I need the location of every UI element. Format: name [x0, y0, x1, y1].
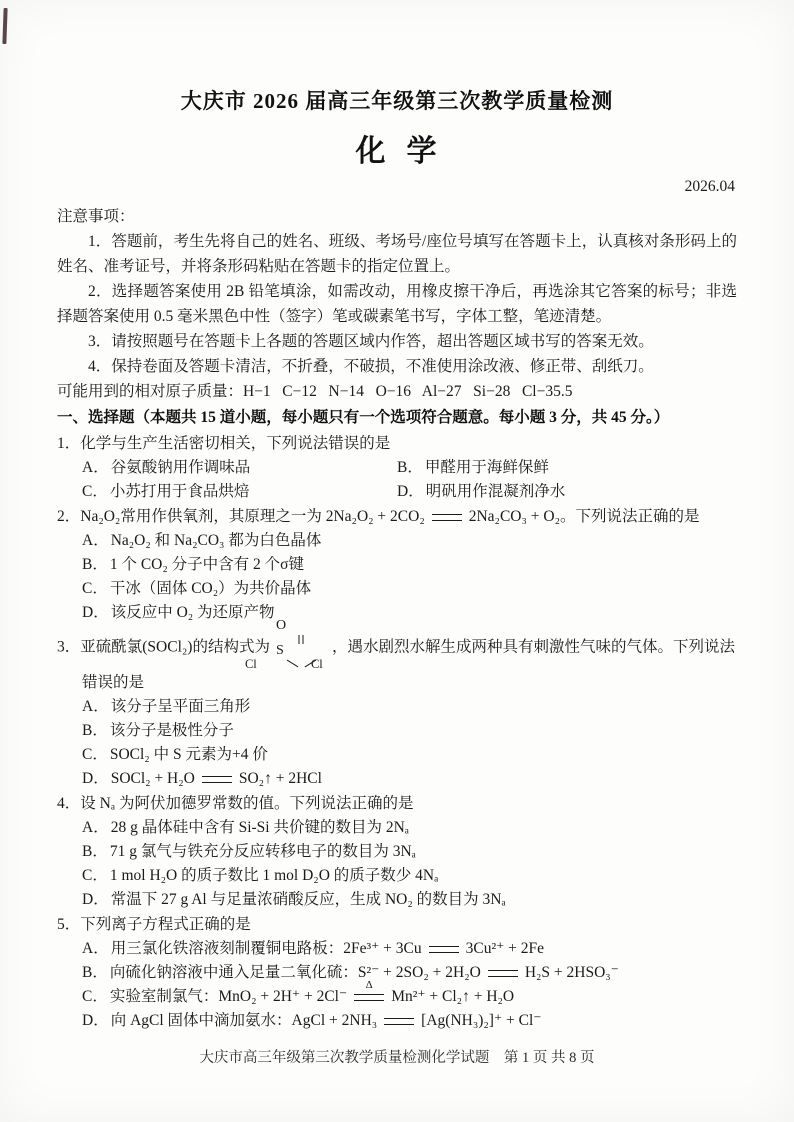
question-number: 4．	[57, 795, 81, 812]
option-b: B． 71 g 氯气与铁充分反应转移电子的数目为 3Nₐ	[82, 843, 416, 860]
notice-item: 3．请按照题号在答题卡上各题的答题区域内作答，超出答题区域书写的答案无效。	[88, 333, 654, 350]
notice-section	[57, 204, 737, 379]
option-a: A． 该分子呈平面三角形	[82, 698, 251, 715]
question-2	[57, 504, 737, 625]
notice-heading: 注意事项：	[57, 208, 135, 225]
equation-lhs: 2Fe³⁺ + 3Cu	[343, 940, 422, 957]
equation-rhs: 3Cu²⁺ + 2Fe	[465, 940, 545, 957]
subject-title: 化 学	[355, 135, 439, 168]
question-number: 3．	[57, 638, 81, 656]
option-c: C． 实验室制氯气：MnO₂ + 2H⁺ + 2Cl⁻ Δ Mn²⁺ + Cl₂↑ + H₂O	[82, 978, 515, 1005]
option-c: C． SOCl₂ 中 S 元素为+4 价	[82, 746, 268, 763]
question-4	[57, 791, 737, 912]
option-d: D． 常温下 27 g Al 与足量浓硝酸反应，生成 NO₂ 的数目为 3Nₐ	[82, 891, 506, 908]
equals-double-line	[429, 946, 459, 953]
option-a: A． 谷氨酸钠用作调味品	[82, 459, 251, 476]
equals-double-line	[384, 1018, 414, 1025]
scan-artifact-mark	[2, 8, 7, 44]
equation-lhs: AgCl + 2NH₃	[291, 1012, 378, 1029]
socl2-structure-diagram: O S Cl Cl	[244, 618, 323, 671]
equals-double-line	[488, 970, 518, 977]
option-c: C． 1 mol H₂O 的质子数比 1 mol D₂O 的质子数少 4Nₐ	[82, 867, 439, 884]
option-d: D． 明矾用作混凝剂净水	[397, 483, 566, 500]
option-d: D． SOCl₂ + H₂O SO₂↑ + 2HCl	[82, 770, 322, 787]
question-3-stem-continued: 错误的是	[82, 674, 145, 691]
option-b: B． 该分子是极性分子	[82, 722, 234, 739]
question-1	[57, 431, 737, 504]
page-title: 大庆市 2026 届高三年级第三次教学质量检测	[180, 89, 614, 113]
page-footer: 大庆市高三年级第三次教学质量检测化学试题 第 1 页 共 8 页	[199, 1050, 595, 1066]
notice-item: 4．保持卷面及答题卡清洁，不折叠，不破损，不准使用涂改液、修正带、刮纸刀。	[88, 358, 654, 375]
option-c: C． 干冰（固体 CO₂）为共价晶体	[82, 580, 312, 597]
equation-rhs: SO₂↑ + 2HCl	[238, 770, 322, 787]
question-5-stem: 5．下列离子方程式正确的是	[57, 916, 251, 933]
equals-double-line	[202, 776, 232, 783]
delta-symbol: Δ	[365, 978, 373, 991]
option-a: A． Na₂O₂ 和 Na₂CO₃ 都为白色晶体	[82, 532, 322, 549]
option-b: B． 甲醛用于海鲜保鲜	[397, 459, 549, 476]
notice-item: 1．答题前，考生先将自己的姓名、班级、考场号/座位号填写在答题卡上，认真核对条形码上的姓名、准考证号，并将条形码粘贴在答题卡的指定位置上。	[57, 233, 737, 275]
option-d: D． 向 AgCl 固体中滴加氨水：AgCl + 2NH₃ [Ag(NH₃)₂]⁺ + Cl⁻	[82, 1012, 542, 1029]
question-3-stem: 3．亚硫酰氯(SOCl₂)的结构式为 O S Cl Cl ，遇水剧烈水解生成两种具有刺激性气味的气体。下列说法	[57, 618, 735, 671]
option-c: C． 小苏打用于食品烘焙	[82, 483, 250, 500]
question-3	[57, 618, 737, 791]
question-number: 1．	[57, 435, 81, 452]
double-bond	[298, 635, 303, 644]
equation-rhs: [Ag(NH₃)₂]⁺ + Cl⁻	[421, 1012, 542, 1029]
atomic-masses-line: 可能用到的相对原子质量：H−1 C−12 N−14 O−16 Al−27 Si−28 Cl−35.5	[57, 383, 573, 400]
question-5	[57, 912, 737, 1033]
section-heading: 一、选择题（本题共 15 道小题，每小题只有一个选项符合题意。每小题 3 分，共 45 分。）	[57, 409, 670, 426]
equals-double-line-with-delta	[354, 978, 384, 1001]
option-b: B． 1 个 CO₂ 分子中含有 2 个σ键	[82, 556, 305, 573]
question-number: 2．	[57, 508, 81, 525]
single-bond	[287, 660, 299, 668]
exam-date: 2026.04	[684, 178, 735, 195]
equation-lhs: SOCl₂ + H₂O	[110, 770, 195, 787]
option-a: A． 28 g 晶体硅中含有 Si-Si 共价键的数目为 2Nₐ	[82, 819, 410, 836]
equals-double-line	[432, 514, 462, 521]
option-b: B． 向硫化钠溶液中通入足量二氧化硫：S²⁻ + 2SO₂ + 2H₂O H₂S + 2HSO₃⁻	[82, 964, 619, 981]
question-2-stem: 2．Na₂O₂常用作供氧剂，其原理之一为 2Na₂O₂ + 2CO₂ 2Na₂CO₃ + O₂。下列说法正确的是	[57, 508, 700, 525]
equation-rhs: H₂S + 2HSO₃⁻	[524, 964, 619, 981]
equation-rhs: Mn²⁺ + Cl₂↑ + H₂O	[391, 988, 515, 1005]
question-1-options	[57, 456, 737, 504]
equation-lhs: 2Na₂O₂ + 2CO₂	[325, 508, 425, 525]
equation-lhs: S²⁻ + 2SO₂ + 2H₂O	[357, 964, 481, 981]
question-4-stem: 4．设 Nₐ 为阿伏加德罗常数的值。下列说法正确的是	[57, 795, 414, 812]
option-d: D． 该反应中 O₂ 为还原产物	[82, 604, 275, 621]
question-1-stem: 1．化学与生产生活密切相关，下列说法错误的是	[57, 435, 391, 452]
notice-item: 2．选择题答案使用 2B 铅笔填涂，如需改动，用橡皮擦干净后，再选涂其它答案的标号；非选择题答案使用 0.5 毫米黑色中性（签字）笔或碳素笔书写，字体工整，笔迹清楚。	[57, 283, 737, 325]
equation-rhs: 2Na₂CO₃ + O₂	[468, 508, 560, 525]
equation-lhs: MnO₂ + 2H⁺ + 2Cl⁻	[218, 988, 348, 1005]
question-number: 5．	[57, 916, 81, 933]
option-a: A． 用三氯化铁溶液刻制覆铜电路板：2Fe³⁺ + 3Cu 3Cu²⁺ + 2Fe	[82, 940, 545, 957]
